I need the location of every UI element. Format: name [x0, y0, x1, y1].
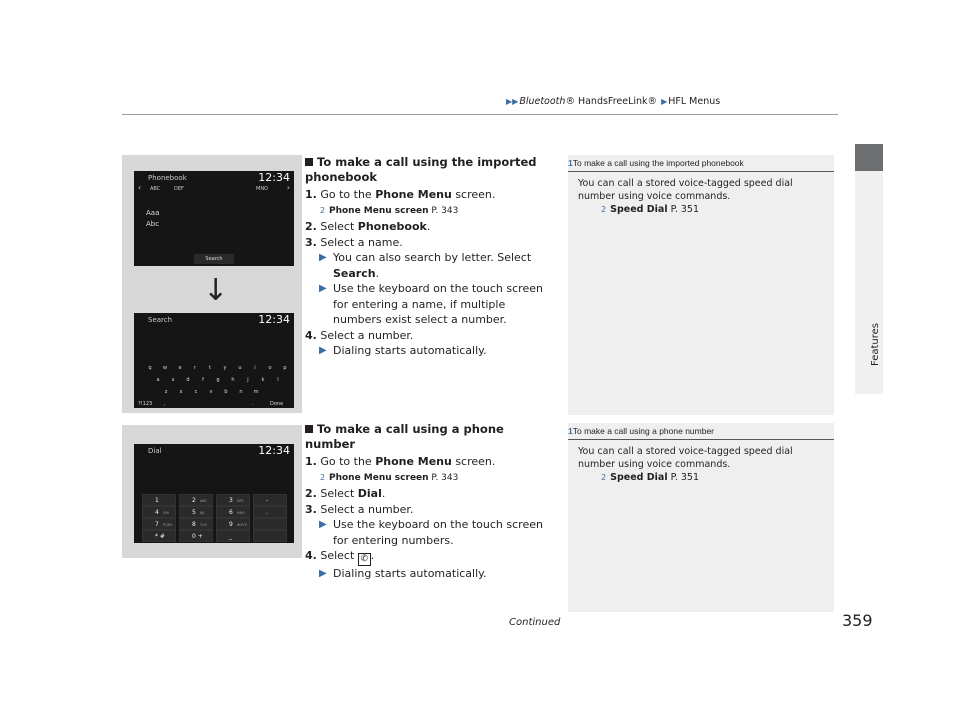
triangle-icon: ▶ — [661, 97, 668, 106]
key-s[interactable]: s — [171, 377, 175, 383]
chevron-left-icon[interactable]: ‹ — [138, 183, 142, 192]
note-dial — [568, 423, 834, 612]
continued-label: Continued — [509, 617, 561, 628]
key-j[interactable]: j — [247, 377, 249, 383]
dial-key[interactable]: 8 TUV — [179, 518, 213, 530]
section-heading: To make a call using the imported phonebook — [305, 155, 537, 184]
key-i[interactable]: i — [254, 365, 256, 371]
key-a[interactable]: a — [156, 377, 160, 383]
done-button[interactable]: Done — [270, 401, 284, 407]
search-screen — [134, 313, 294, 408]
note-ref: 2 Speed Dial P. 351 — [601, 472, 700, 483]
key-p[interactable]: p — [283, 365, 287, 371]
dial-key[interactable]: 3 DEF — [216, 494, 250, 506]
key-b[interactable]: b — [224, 389, 228, 395]
chevron-right-icon[interactable]: › — [286, 183, 290, 192]
key-symbols[interactable]: ?!123 — [138, 401, 153, 407]
key-z[interactable]: z — [164, 389, 168, 395]
screen-title: Search — [148, 316, 173, 324]
key-c[interactable]: c — [194, 389, 198, 395]
contact-entry[interactable]: Abc — [146, 220, 160, 228]
header-bluetooth: Bluetooth — [519, 96, 566, 107]
key-v[interactable]: v — [209, 389, 213, 395]
note-body: You can call a stored voice-tagged speed dial number using voice commands. — [578, 446, 793, 470]
screen-clock: 12:34 — [258, 313, 290, 326]
phonebook-screen — [134, 171, 294, 266]
section-dial: To make a call using a phone number 1. Go to the Phone Menu screen. 2 Phone Menu screen P. 343 2. Select Dial. 3. Select a number. ▶ Use the keyboard on the touch screen for entering numbers. 4. Select ✆ . ▶ Dialing starts automatically. — [305, 422, 555, 582]
chapter-label: Features — [870, 323, 881, 366]
key-g[interactable]: g — [216, 377, 220, 383]
header-hfl: ® HandsFreeLink® — [565, 96, 658, 107]
screen-title: Dial — [148, 447, 162, 455]
down-arrow-icon: ↓ — [203, 273, 229, 308]
phone-call-icon: ✆ — [358, 553, 371, 566]
section-phonebook: To make a call using the imported phonebook 1. Go to the Phone Menu screen. 2 Phone Menu screen P. 343 2. Select Phonebook. 3. Select a name. ▶ You can also search by letter. Select Search. ▶ Use the keyboard on the touch screen for entering a name, if multiple numbers exist select a number. 4. Select a number. ▶ Dialing starts automatically. — [305, 155, 555, 359]
contact-entry[interactable]: Aaa — [146, 209, 160, 217]
running-header — [505, 96, 720, 107]
key-r[interactable]: r — [193, 365, 197, 371]
dial-key[interactable] — [253, 530, 287, 542]
tab-def[interactable]: DEF — [174, 186, 184, 192]
chapter-tab — [855, 144, 883, 171]
dial-screen — [134, 444, 294, 543]
key-x[interactable]: x — [179, 389, 183, 395]
figure-dial — [122, 425, 302, 558]
key-e[interactable]: e — [178, 365, 182, 371]
note-ref: 2 Speed Dial P. 351 — [601, 204, 700, 215]
dial-key[interactable]: . — [253, 506, 287, 518]
dial-key[interactable]: 2 ABC — [179, 494, 213, 506]
screen-title: Phonebook — [148, 174, 187, 182]
note-body: You can call a stored voice-tagged speed dial number using voice commands. — [578, 178, 793, 202]
triangle-icon: ▶▶ — [506, 97, 519, 106]
tab-mno[interactable]: MNO — [256, 186, 268, 192]
key-t[interactable]: t — [209, 365, 211, 371]
dial-key[interactable]: 4 GHI — [142, 506, 176, 518]
dial-key[interactable]: 6 MNO — [216, 506, 250, 518]
section-heading: To make a call using a phone number — [305, 422, 504, 451]
key-q[interactable]: q — [148, 365, 152, 371]
note-title: 1To make a call using a phone number — [568, 423, 834, 440]
note-title: 1To make a call using the imported phonebook — [568, 155, 834, 172]
key-m[interactable]: m — [253, 389, 259, 395]
key-f[interactable]: f — [202, 377, 204, 383]
key-l[interactable]: l — [277, 377, 279, 383]
key-o[interactable]: o — [268, 365, 272, 371]
dial-key[interactable] — [253, 518, 287, 530]
header-menus: HFL Menus — [668, 96, 721, 107]
key-k[interactable]: k — [261, 377, 265, 383]
tab-abc[interactable]: ABC — [150, 186, 161, 192]
dial-key[interactable]: * # — [142, 530, 176, 542]
header-rule — [122, 114, 838, 115]
dial-key[interactable]: 9 WXYZ — [216, 518, 250, 530]
dial-key[interactable]: 7 PQRS — [142, 518, 176, 530]
key-n[interactable]: n — [239, 389, 243, 395]
key-period[interactable]: . — [252, 401, 254, 407]
key-w[interactable]: w — [162, 365, 168, 371]
key-d[interactable]: d — [186, 377, 190, 383]
search-button[interactable]: Search — [194, 254, 234, 264]
key-comma[interactable]: , — [164, 401, 166, 407]
dial-key[interactable]: - — [253, 494, 287, 506]
screen-clock: 12:34 — [258, 171, 290, 184]
page-number: 359 — [842, 611, 873, 630]
key-h[interactable]: h — [231, 377, 235, 383]
key-y[interactable]: y — [223, 365, 227, 371]
dial-key[interactable]: 5 JKL — [179, 506, 213, 518]
screen-clock: 12:34 — [258, 444, 290, 457]
dial-key[interactable]: 1 — [142, 494, 176, 506]
note-phonebook — [568, 155, 834, 415]
dial-key[interactable]: _ — [216, 530, 250, 542]
key-u[interactable]: u — [238, 365, 242, 371]
dial-key[interactable]: 0 + — [179, 530, 213, 542]
